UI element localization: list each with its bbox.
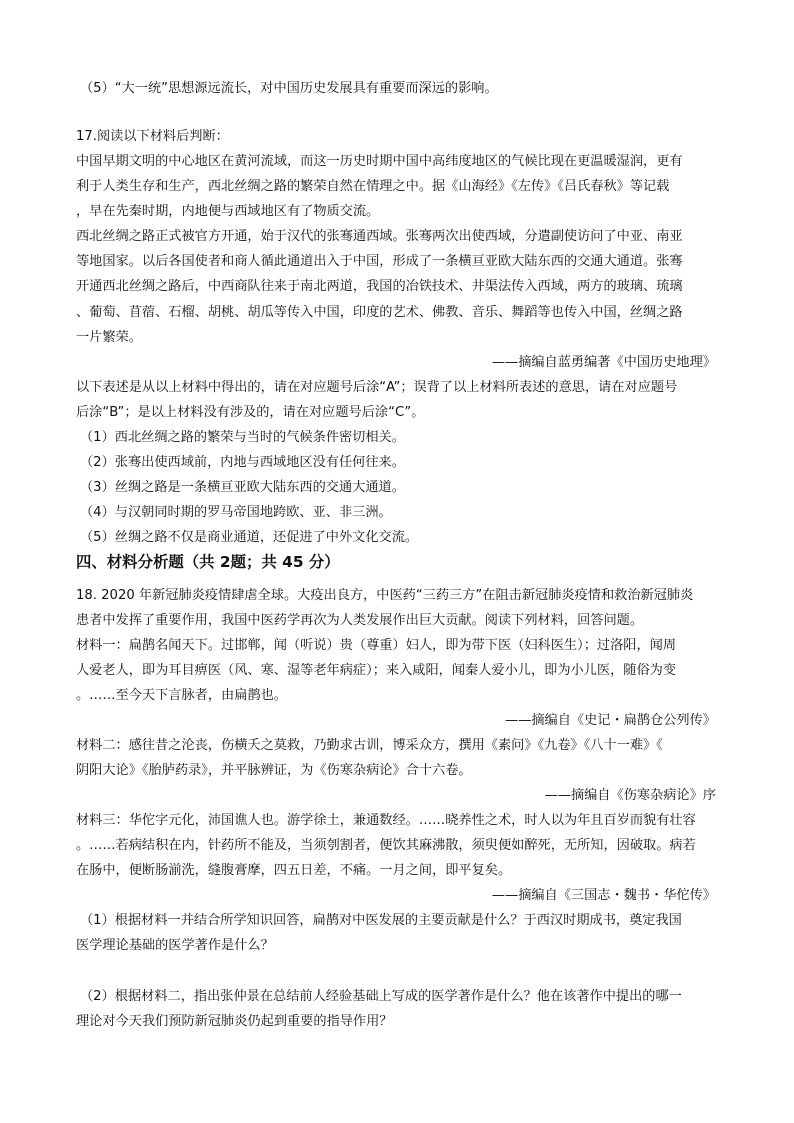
q17-instructions-line: 后涂“B”；是以上材料没有涉及的，请在对应题号后涂“C”。	[76, 405, 425, 420]
q17-para2-line: 西北丝绸之路正式被官方开通，始于汉代的张骞通西域。张骞两次出使西域，分遣副使访问了中亚、南亚	[76, 229, 683, 244]
q18-material3-line: 材料三：华佗字元化，沛国谯人也。游学徐土，兼通数经。……晓养性之术，时人以为年且百岁而貌有壮容	[76, 813, 696, 828]
q18-question-2-line: （2）根据材料二，指出张仲景在总结前人经验基础上写成的医学著作是什么？他在该著作中提出的哪一	[80, 989, 682, 1004]
q18-material3-line: 。……若病结积在内，针药所不能及，当须刳割者，便饮其麻沸散，须臾便如醉死，无所知，因破取。病若	[76, 838, 696, 853]
q18-material2-source: ——摘编自《伤寒杂病论》序	[544, 788, 716, 803]
q18-material1-source: ——摘编自《史记・扁鹊仓公列传》	[505, 713, 716, 728]
q18-question-1-line: 医学理论基础的医学著作是什么？	[76, 938, 274, 953]
q17-source: ——摘编自蓝勇编著《中国历史地理》	[491, 355, 716, 370]
q17-item-3: （3）丝绸之路是一条横亘亚欧大陆东西的交通大通道。	[80, 480, 405, 495]
q17-item-1: （1）西北丝绸之路的繁荣与当时的气候条件密切相关。	[80, 430, 405, 445]
q17-para2-line: 开通西北丝绸之路后，中西商队往来于南北两道，我国的冶铁技术、井渠法传入西域，两方的玻璃、琉璃	[76, 279, 683, 294]
q16-item-5: （5）“大一统”思想源远流长，对中国历史发展具有重要而深远的影响。	[80, 81, 498, 96]
q17-para2-line: 等地国家。以后各国使者和商人循此通道出入于中国，形成了一条横亘亚欧大陆东西的交通大通道。张骞	[76, 254, 683, 269]
q18-material2-line: 阴阳大论》《胎胪药录》，并平脉辨证，为《伤寒杂病论》合十六卷。	[76, 763, 472, 778]
q18-intro-line: 18. 2020 年新冠肺炎疫情肆虐全球。大疫出良方，中医药“三药三方”在阻击新冠肺炎疫情和救治新冠肺炎	[76, 588, 694, 603]
q18-material1-line: 。……至今天下言脉者，由扁鹊也。	[76, 688, 287, 703]
q17-para1-line: 中国早期文明的中心地区在黄河流域，而这一历史时期中国中高纬度地区的气候比现在更温暖湿润，更有	[76, 154, 683, 169]
q18-material1-line: 人爱老人，即为耳目痹医（风、寒、湿等老年病症）；来入咸阳，闻秦人爱小儿，即为小儿医，随俗为变	[76, 663, 677, 678]
q18-question-2-line: 理论对今天我们预防新冠肺炎仍起到重要的指导作用？	[76, 1014, 393, 1029]
q17-item-4: （4）与汉朝同时期的罗马帝国地跨欧、亚、非三洲。	[80, 505, 392, 520]
q17-intro: 17.阅读以下材料后判断：	[76, 129, 229, 144]
section-heading: 四、材料分析题（共 2题；共 45 分）	[76, 553, 340, 571]
q18-intro-line: 患者中发挥了重要作用，我国中医药学再次为人类发展作出巨大贡献。阅读下列材料，回答问题。	[76, 613, 644, 628]
q17-item-5: （5）丝绸之路不仅是商业通道，还促进了中外文化交流。	[80, 530, 419, 545]
q18-material2-line: 材料二：感往昔之沦丧，伤横夭之莫救，乃勤求古训，博采众方，撰用《素问》《九卷》《八十一难》《	[76, 738, 663, 753]
q18-material3-source: ——摘编自《三国志・魏书・华佗传》	[491, 888, 716, 903]
q18-material3-line: 在肠中，便断肠湔洗，缝腹膏摩，四五日差，不痛。一月之间，即平复矣。	[76, 863, 512, 878]
q17-para2-line: 一片繁荣。	[76, 330, 142, 345]
q17-item-2: （2）张骞出使西域前，内地与西域地区没有任何往来。	[80, 455, 405, 470]
q17-instructions-line: 以下表述是从以上材料中得出的，请在对应题号后涂“A”；误背了以上材料所表述的意思，请在对应题号	[76, 380, 678, 395]
q17-para2-line: 、葡萄、苜蓿、石榴、胡桃、胡瓜等传入中国，印度的艺术、佛教、音乐、舞蹈等也传入中国，丝绸之路	[76, 305, 683, 320]
q18-question-1-line: （1）根据材料一并结合所学知识回答，扁鹊对中医发展的主要贡献是什么？于西汉时期成书，奠定我国	[80, 913, 682, 928]
q17-para1-line: ，早在先秦时期，内地便与西域地区有了物质交流。	[76, 204, 380, 219]
q17-para1-line: 利于人类生存和生产，西北丝绸之路的繁荣自然在情理之中。据《山海经》《左传》《吕氏春秋》等记载	[76, 179, 670, 194]
q18-material1-line: 材料一：扁鹊名闻天下。过邯郸，闻（听说）贵（尊重）妇人，即为带下医（妇科医生）；过洛阳，闻周	[76, 638, 677, 653]
